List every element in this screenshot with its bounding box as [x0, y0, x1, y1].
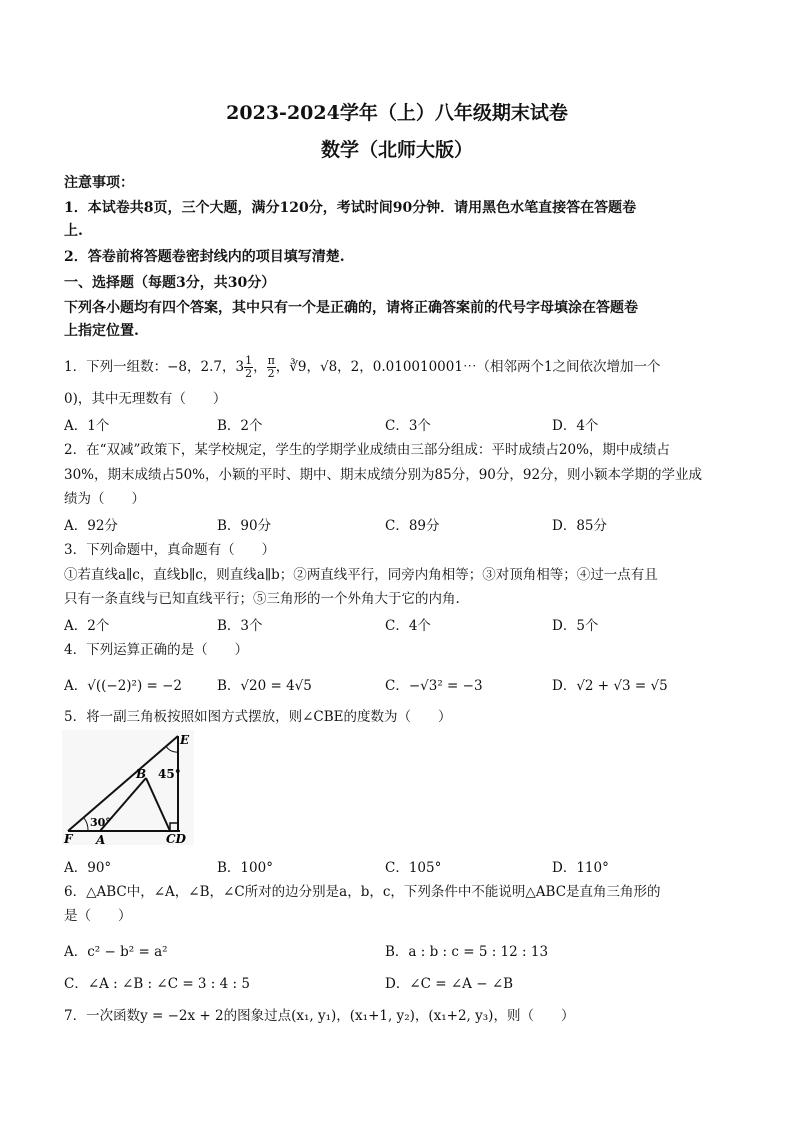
q4-option-c[interactable]: C．−√3² = −3 [385, 678, 483, 694]
q5-option-d[interactable]: D．110° [552, 860, 609, 876]
notice-heading: 注意事项： [64, 175, 134, 191]
notice-item-1: 1．本试卷共8页，三个大题，满分120分，考试时间90分钟．请用黑色水笔直接答在答题卷 [64, 200, 637, 216]
q6-option-b[interactable]: B．a : b : c = 5 : 12 : 13 [385, 944, 549, 960]
question-1-stem-cont: 0)，其中无理数有（ ） [64, 391, 227, 407]
q1-option-b[interactable]: B．2个 [217, 418, 263, 434]
question-4-stem: 4．下列运算正确的是（ ） [64, 642, 249, 658]
label-30: 30° [90, 816, 111, 829]
question-3-propositions-cont: 只有一条直线与已知直线平行；⑤三角形的一个外角大于它的内角. [64, 591, 460, 607]
section-instructions: 下列各小题均有四个答案，其中只有一个是正确的，请将正确答案前的代号字母填涂在答题卷 [64, 300, 638, 316]
exam-title: 2023-2024学年（上）八年级期末试卷 [226, 102, 568, 124]
q4-option-d[interactable]: D．√2 + √3 = √5 [552, 678, 668, 694]
notice-item-2: 2．答卷前将答题卷密封线内的项目填写清楚. [64, 249, 345, 265]
exam-subtitle: 数学（北师大版） [320, 139, 473, 161]
q1-part1: 1．下列一组数：−8，2.7，3 [64, 359, 245, 375]
label-f: F [64, 832, 73, 845]
q2-option-b[interactable]: B．90分 [217, 518, 272, 534]
label-a: A [96, 833, 106, 845]
q3-option-d[interactable]: D．5个 [552, 618, 599, 634]
q5-option-a[interactable]: A．90° [64, 860, 112, 876]
q2-option-a[interactable]: A．92分 [64, 518, 118, 534]
question-1-stem: 1．下列一组数：−8，2.7，3 $\frac{1}{2}$ ， $\frac{\pi}{2}$ ，∛9，√8，2，0.010010001⋯（相邻两个1之间依次增加一个 [64, 354, 661, 380]
q2-option-d[interactable]: D．85分 [552, 518, 608, 534]
q5-option-b[interactable]: B．100° [217, 860, 273, 876]
pi-fraction: $\frac{\pi}{2}$ [267, 354, 275, 380]
q4-option-a[interactable]: A．√((−2)²) = −2 [64, 678, 183, 694]
label-e: E [180, 733, 190, 747]
label-cd: CD [166, 832, 186, 845]
label-b: B [136, 767, 147, 781]
mixed-fraction: $\frac{1}{2}$ [245, 354, 253, 380]
q5-option-c[interactable]: C．105° [385, 860, 442, 876]
question-2-stem-end: 绩为（ ） [64, 491, 145, 507]
triangle-figure [62, 730, 194, 845]
q4-option-b[interactable]: B．√20 = 4√5 [217, 678, 312, 694]
section-heading: 一、选择题（每题3分，共30分） [64, 275, 276, 291]
question-5-stem: 5．将一副三角板按照如图方式摆放，则∠CBE的度数为（ ） [64, 709, 452, 725]
question-3-propositions: ①若直线a∥c，直线b∥c，则直线a∥b；②两直线平行，同旁内角相等；③对顶角相等；④过一点有且 [64, 567, 658, 583]
notice-item-1-cont: 上. [64, 223, 83, 239]
q1-option-c[interactable]: C．3个 [385, 418, 431, 434]
question-2-stem-cont: 30%，期末成绩占50%，小颖的平时、期中、期末成绩分别为85分，90分，92分，则小颖本学期的学业成 [64, 467, 703, 483]
q3-option-c[interactable]: C．4个 [385, 618, 431, 634]
question-3-stem: 3．下列命题中，真命题有（ ） [64, 542, 276, 558]
question-6-stem-cont: 是（ ） [64, 908, 132, 924]
section-instructions-cont: 上指定位置. [64, 323, 139, 339]
q3-option-a[interactable]: A．2个 [64, 618, 110, 634]
question-2-stem: 2．在“双减”政策下，某学校规定，学生的学期学业成绩由三部分组成：平时成绩占20%，期中成绩占 [64, 442, 670, 458]
label-45: 45° [158, 767, 181, 781]
q6-option-d[interactable]: D．∠C = ∠A − ∠B [385, 976, 514, 992]
question-7-stem: 7．一次函数y = −2x + 2的图象过点(x₁, y₁)，(x₁+1, y₂)，(x₁+2, y₃)，则（ ） [64, 1008, 575, 1024]
q6-option-a[interactable]: A．c² − b² = a² [64, 944, 168, 960]
q3-option-b[interactable]: B．3个 [217, 618, 263, 634]
q1-option-d[interactable]: D．4个 [552, 418, 599, 434]
q1-option-a[interactable]: A．1个 [64, 418, 110, 434]
q2-option-c[interactable]: C．89分 [385, 518, 440, 534]
q6-option-c[interactable]: C．∠A : ∠B : ∠C = 3 : 4 : 5 [64, 976, 250, 992]
question-6-stem: 6．△ABC中，∠A，∠B，∠C所对的边分别是a，b，c，下列条件中不能说明△ABC是直角三角形的 [64, 884, 661, 900]
